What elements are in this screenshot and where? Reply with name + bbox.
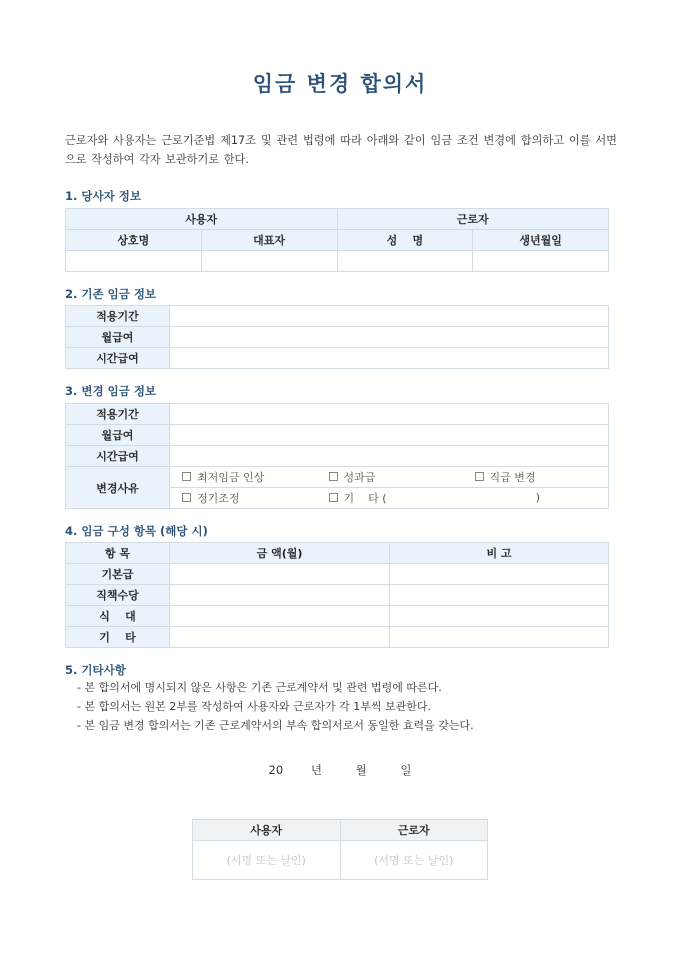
birthdate-field[interactable] [473, 251, 609, 272]
employee-name-field[interactable] [337, 251, 473, 272]
employee-header: 근로자 [337, 209, 609, 230]
option-other-close-paren: ) [535, 491, 540, 504]
amount-field[interactable] [170, 627, 390, 648]
parties-table [65, 208, 609, 272]
remarks-field[interactable] [390, 585, 609, 606]
checkbox-icon[interactable] [182, 493, 191, 502]
option-regular-adjust[interactable]: 정기조정 [170, 488, 317, 509]
birthdate-header: 생년월일 [473, 230, 609, 251]
note-item: - 본 합의서에 명시되지 않은 사항은 기존 근로계약서 및 관련 법령에 따른다. [77, 681, 442, 694]
signature-table [192, 819, 488, 880]
remarks-field[interactable] [390, 627, 609, 648]
section-4-heading: 4. 임금 구성 항목 (해당 시) [65, 524, 208, 538]
note-item: - 본 임금 변경 합의서는 기존 근로계약서의 부속 합의서로서 동일한 효력을 갖는다. [77, 719, 474, 732]
employer-header: 사용자 [66, 209, 338, 230]
section-2-heading: 2. 기존 임금 정보 [65, 287, 157, 301]
remarks-field[interactable] [390, 564, 609, 585]
date-month-label: 월 [355, 763, 367, 777]
changed-monthly-field[interactable] [170, 425, 609, 446]
option-other[interactable]: 기 타 ( ) [317, 488, 609, 509]
existing-monthly-label: 월급여 [66, 327, 170, 348]
changed-period-field[interactable] [170, 404, 609, 425]
change-reason-label: 변경사유 [66, 467, 170, 509]
amount-header: 금 액(월) [170, 543, 390, 564]
existing-period-field[interactable] [170, 306, 609, 327]
representative-field[interactable] [201, 251, 337, 272]
employee-name-header: 성 명 [337, 230, 473, 251]
changed-hourly-label: 시간급여 [66, 446, 170, 467]
changed-monthly-label: 월급여 [66, 425, 170, 446]
signature-employer-header: 사용자 [193, 820, 341, 841]
component-label: 직책수당 [66, 585, 170, 606]
existing-monthly-field[interactable] [170, 327, 609, 348]
existing-hourly-label: 시간급여 [66, 348, 170, 369]
existing-hourly-field[interactable] [170, 348, 609, 369]
existing-period-label: 적용기간 [66, 306, 170, 327]
section-3-heading: 3. 변경 임금 정보 [65, 384, 157, 398]
date-line [0, 762, 680, 778]
option-bonus[interactable]: 성과급 [317, 467, 463, 488]
option-min-wage[interactable]: 최저임금 인상 [170, 467, 317, 488]
company-name-field[interactable] [66, 251, 202, 272]
notes-list [77, 678, 474, 735]
checkbox-icon[interactable] [329, 493, 338, 502]
amount-field[interactable] [170, 585, 390, 606]
checkbox-icon[interactable] [182, 472, 191, 481]
date-year-prefix: 20 [268, 763, 284, 777]
checkbox-icon[interactable] [475, 472, 484, 481]
option-promotion[interactable]: 직급 변경 [463, 467, 609, 488]
component-label: 식 대 [66, 606, 170, 627]
amount-field[interactable] [170, 606, 390, 627]
note-item: - 본 합의서는 원본 2부를 작성하여 사용자와 근로자가 각 1부씩 보관한다. [77, 700, 431, 713]
existing-wage-table [65, 305, 609, 369]
intro-paragraph: 근로자와 사용자는 근로기준법 제17조 및 관련 법령에 따라 아래와 같이 임금 조건 변경에 합의하고 이를 서면으로 작성하여 각자 보관하기로 한다. [65, 134, 617, 166]
company-name-header: 상호명 [66, 230, 202, 251]
section-1-heading: 1. 당사자 정보 [65, 189, 141, 203]
component-label: 기 타 [66, 627, 170, 648]
date-year-label: 년 [310, 763, 322, 777]
changed-hourly-field[interactable] [170, 446, 609, 467]
component-label: 기본급 [66, 564, 170, 585]
changed-period-label: 적용기간 [66, 404, 170, 425]
checkbox-icon[interactable] [329, 472, 338, 481]
representative-header: 대표자 [201, 230, 337, 251]
date-day-label: 일 [400, 763, 412, 777]
employer-signature-field[interactable]: (서명 또는 날인) [193, 841, 341, 880]
components-table [65, 542, 609, 648]
item-header: 항 목 [66, 543, 170, 564]
document-title: 임금 변경 합의서 [252, 72, 428, 96]
section-5-heading: 5. 기타사항 [65, 663, 126, 677]
changed-wage-table [65, 403, 609, 509]
employee-signature-field[interactable]: (서명 또는 날인) [340, 841, 488, 880]
amount-field[interactable] [170, 564, 390, 585]
remarks-header: 비 고 [390, 543, 609, 564]
signature-employee-header: 근로자 [340, 820, 488, 841]
remarks-field[interactable] [390, 606, 609, 627]
